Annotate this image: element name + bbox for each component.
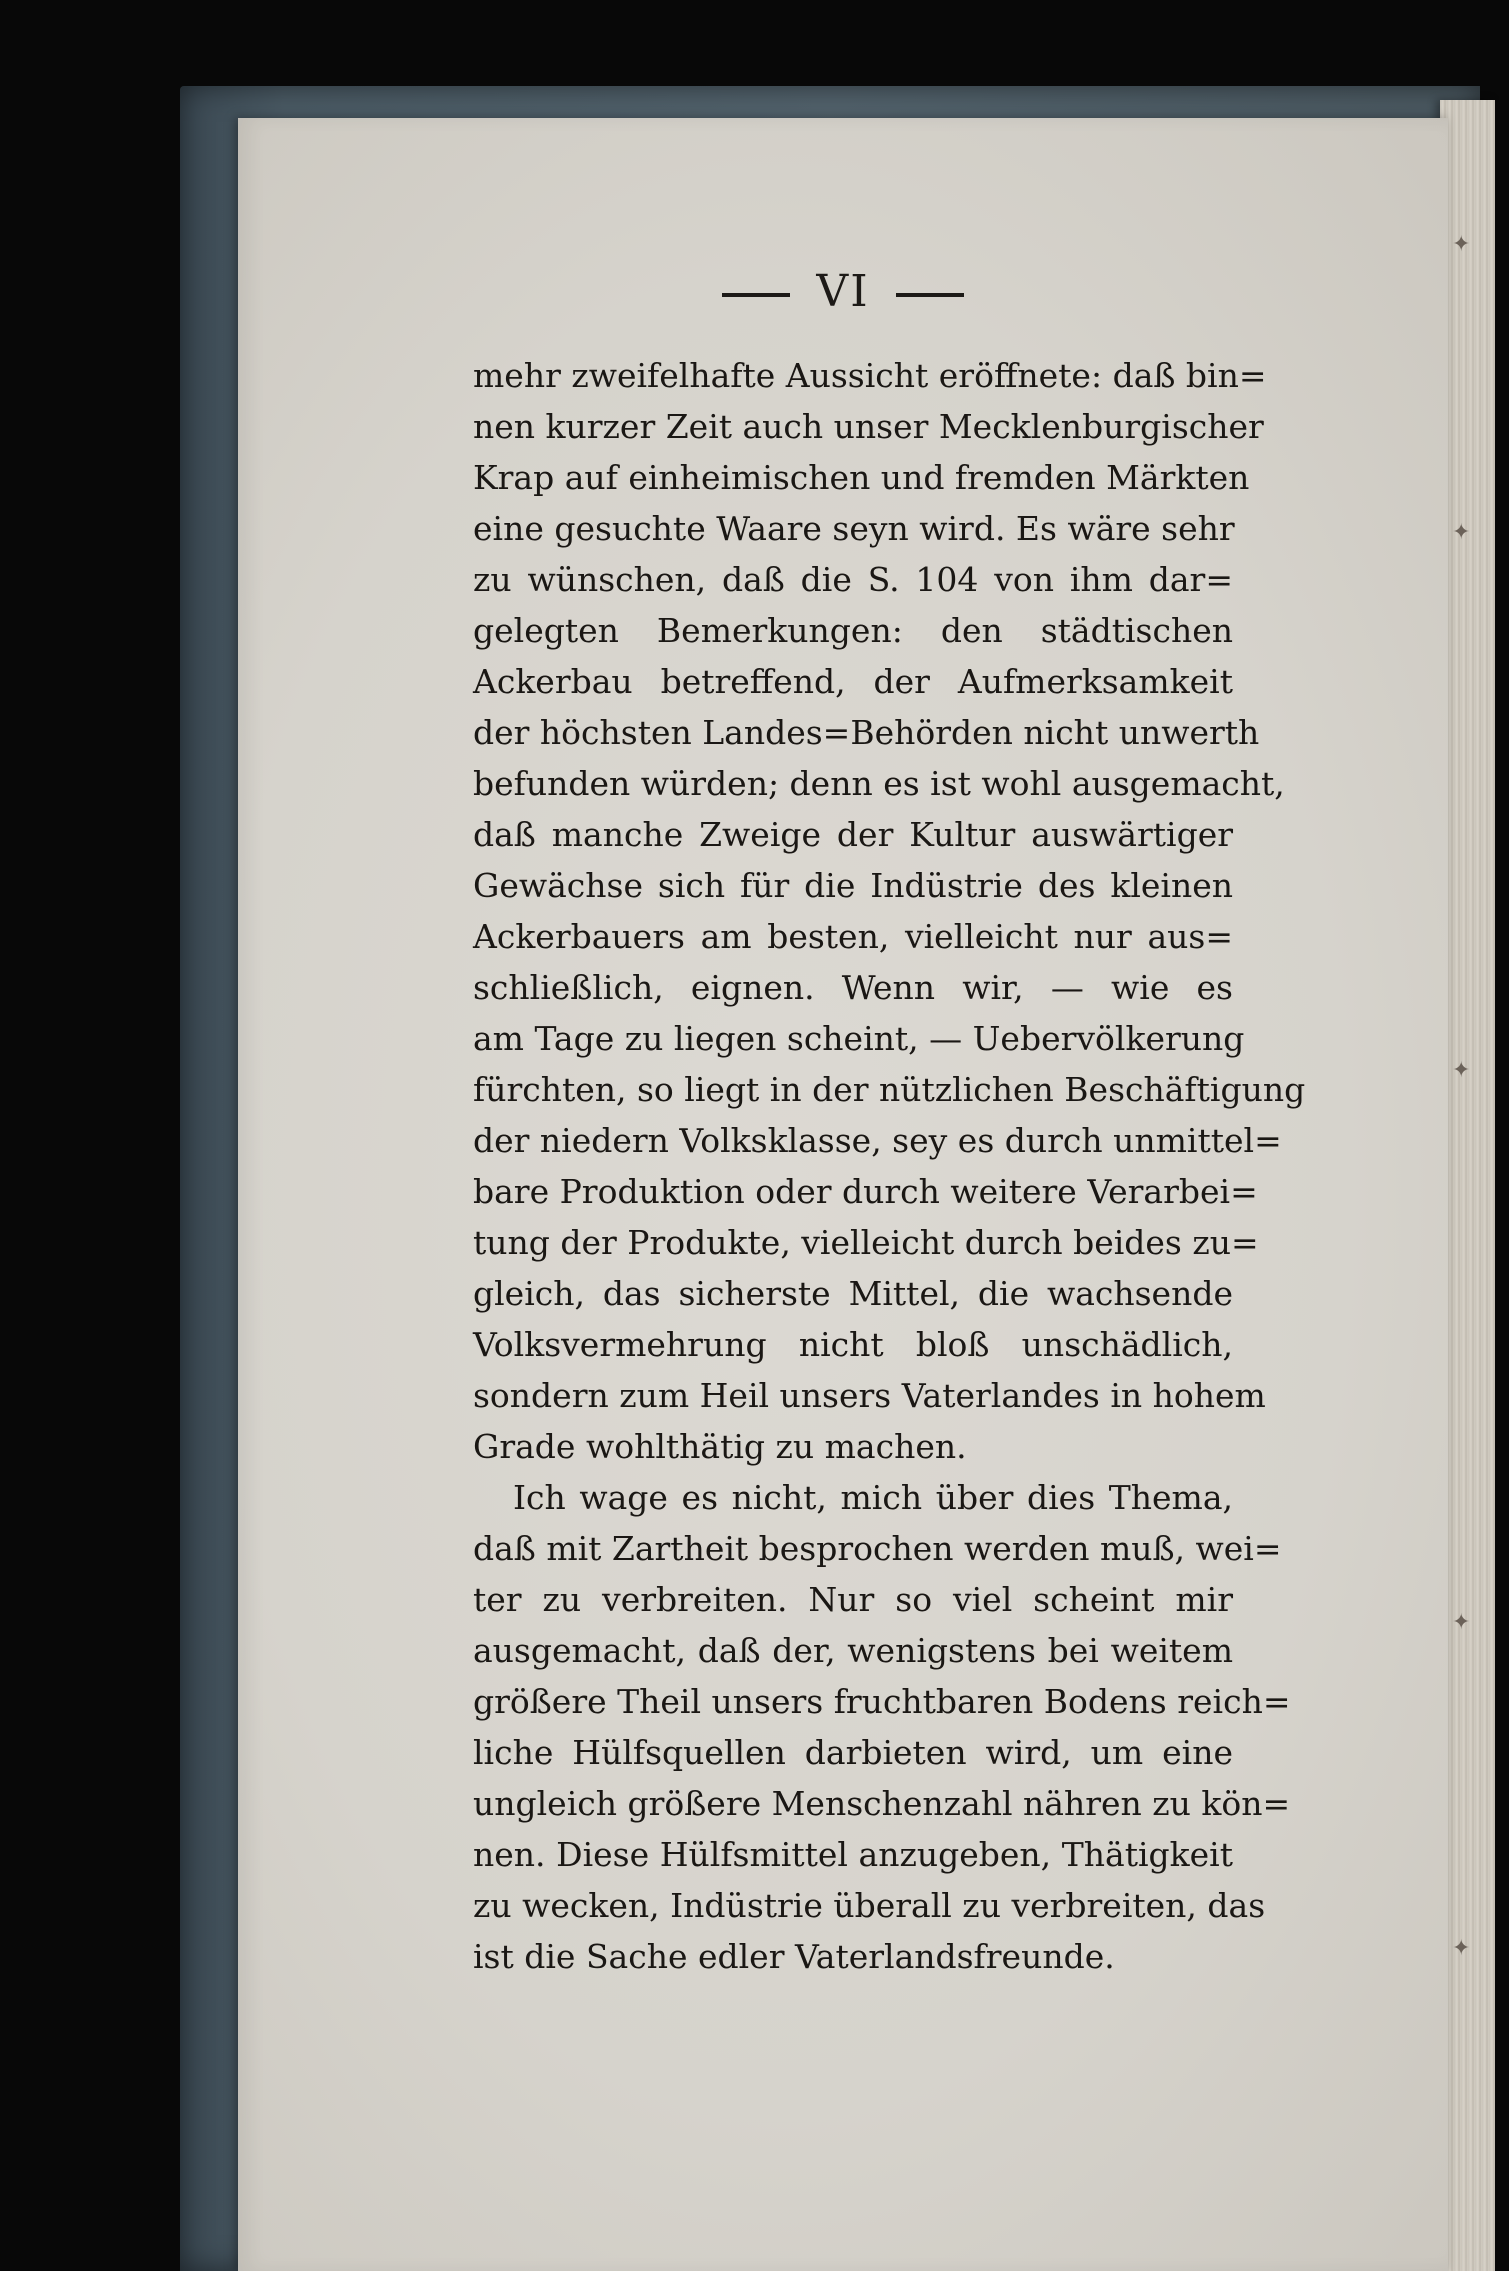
text-line-24: daß mit Zartheit besprochen werden muß, wei= <box>473 1529 1282 1568</box>
book-page <box>238 118 1448 2271</box>
header-dash-left <box>722 293 790 297</box>
text-line-14: am Tage zu liegen scheint, — Uebervölkerung <box>473 1019 1245 1058</box>
text-line-2: nen kurzer Zeit auch unser Mecklenburgischer <box>473 407 1264 446</box>
text-line-20: Volksvermehrung nicht bloß unschädlich, <box>473 1325 1233 1364</box>
edge-mark-3: ✦ <box>1452 1058 1471 1083</box>
text-line-17: bare Produktion oder durch weitere Verarbei= <box>473 1172 1258 1211</box>
text-body <box>473 350 1306 1982</box>
text-line-22: Grade wohlthätig zu machen. <box>473 1427 967 1466</box>
text-line-29: ungleich größere Menschenzahl nähren zu kön= <box>473 1784 1291 1823</box>
text-line-21: sondern zum Heil unsers Vaterlandes in hohem <box>473 1376 1266 1415</box>
text-line-3: Krap auf einheimischen und fremden Märkten <box>473 458 1250 497</box>
text-line-16: der niedern Volksklasse, sey es durch unmittel= <box>473 1121 1282 1160</box>
text-line-26: ausgemacht, daß der, wenigstens bei weitem <box>473 1631 1233 1670</box>
text-line-5: zu wünschen, daß die S. 104 von ihm dar= <box>473 560 1233 599</box>
edge-mark-1: ✦ <box>1452 232 1471 257</box>
header-dash-right <box>896 293 964 297</box>
edge-mark-4: ✦ <box>1452 1610 1471 1635</box>
text-line-31: zu wecken, Indüstrie überall zu verbreiten, das <box>473 1886 1266 1925</box>
text-line-23: Ich wage es nicht, mich über dies Thema, <box>513 1478 1233 1517</box>
text-line-15: fürchten, so liegt in der nützlichen Beschäftigung <box>473 1070 1306 1109</box>
page-number: VI <box>816 266 870 317</box>
text-line-4: eine gesuchte Waare seyn wird. Es wäre sehr <box>473 509 1235 548</box>
edge-mark-5: ✦ <box>1452 1936 1471 1961</box>
text-line-1: mehr zweifelhafte Aussicht eröffnete: daß bin= <box>473 356 1267 395</box>
page-header <box>238 266 1448 317</box>
text-line-28: liche Hülfsquellen darbieten wird, um eine <box>473 1733 1233 1772</box>
text-line-8: der höchsten Landes=Behörden nicht unwerth <box>473 713 1260 752</box>
text-line-11: Gewächse sich für die Indüstrie des kleinen <box>473 866 1233 905</box>
text-line-6: gelegten Bemerkungen: den städtischen <box>473 611 1233 650</box>
text-line-25: ter zu verbreiten. Nur so viel scheint mir <box>473 1580 1233 1619</box>
text-line-27: größere Theil unsers fruchtbaren Bodens reich= <box>473 1682 1291 1721</box>
text-line-32: ist die Sache edler Vaterlandsfreunde. <box>473 1937 1115 1976</box>
text-line-10: daß manche Zweige der Kultur auswärtiger <box>473 815 1233 854</box>
text-line-30: nen. Diese Hülfsmittel anzugeben, Thätigkeit <box>473 1835 1233 1874</box>
text-line-12: Ackerbauers am besten, vielleicht nur aus= <box>473 917 1233 956</box>
edge-mark-2: ✦ <box>1452 520 1471 545</box>
text-line-18: tung der Produkte, vielleicht durch beides zu= <box>473 1223 1259 1262</box>
text-line-7: Ackerbau betreffend, der Aufmerksamkeit <box>473 662 1233 701</box>
text-line-19: gleich, das sicherste Mittel, die wachsende <box>473 1274 1233 1313</box>
text-line-9: befunden würden; denn es ist wohl ausgemacht, <box>473 764 1285 803</box>
text-line-13: schließlich, eignen. Wenn wir, — wie es <box>473 968 1233 1007</box>
